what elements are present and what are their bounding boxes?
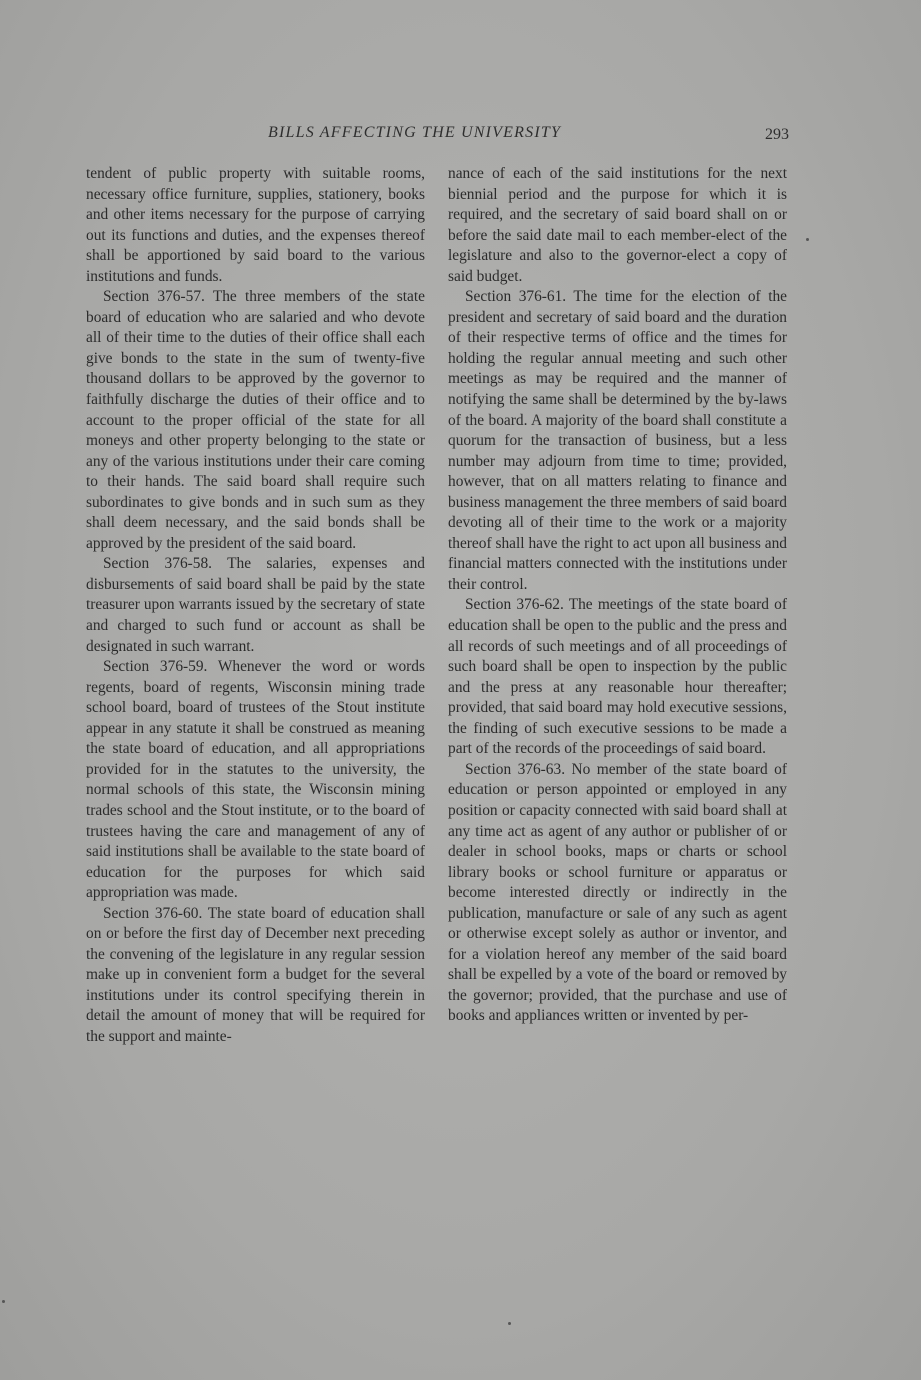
page-number: 293 bbox=[765, 126, 789, 143]
section-376-63: Section 376-63. No member of the state board of education or person appointed or employed in any position or capacity connected with said board shall at any time act as agent of any author or publisher of or dealer in school books, maps or charts or school library books or school furniture or apparatus or become interested directly or indirectly in the publication, manufacture or sale of any such as agent or otherwise except solely as author or inventor, and for a violation hereof any member of the said board shall be expelled by a vote of the board or removed by the governor; provided, that the purchase and use of books and appliances written or invented by per- bbox=[448, 760, 787, 1025]
section-376-61: Section 376-61. The time for the election of the president and secretary of said board and the duration of their respective terms of office and the times for holding the regular annual meeting and such other meetings as may be required and the manner of notifying the same shall be determined by the by-laws of the board. A majority of the board shall constitute a quorum for the transaction of business, but a less number may adjourn from time to time; provided, however, that on all matters relating to finance and business management the three members of said board devoting all of their time to the work or a majority thereof shall have the right to act upon all business and financial matters connected with the institutions under their control. bbox=[448, 288, 787, 593]
paragraph-continued: nance of each of the said institutions for the next biennial period and the purpose for which it is required, and the secretary of said board shall on or before the said date mail to each member-elect of the legislature and also to the governor-elect a copy of said budget. bbox=[448, 165, 787, 285]
running-head: BILLS AFFECTING THE UNIVERSITY bbox=[268, 124, 562, 141]
paragraph-continued: tendent of public property with suitable rooms, necessary office furniture, supplies, stationery, books and other items necessary for the purpose of carrying out its functions and duties, and the expenses thereof shall be apportioned by said board to the various institutions and funds. bbox=[86, 165, 425, 285]
section-376-59: Section 376-59. Whenever the word or words regents, board of regents, Wisconsin mining trade school board, board of trustees of the Stout institute appear in any statute it shall be construed as meaning the state board of education, and all appropriations provided for in the statutes to the university, the normal schools of this state, the Wisconsin mining trades school and the Stout institute, or to the board of trustees having the care and management of any of said institutions shall be available to the state board of education for the purposes for which said appropriation was made. bbox=[86, 658, 425, 902]
section-376-58: Section 376-58. The salaries, expenses and disbursements of said board shall be paid by the state treasurer upon warrants issued by the secretary of state and charged to such fund or account as shall be designated in such warrant. bbox=[86, 555, 425, 655]
paper-speck bbox=[508, 1322, 511, 1325]
section-376-57: Section 376-57. The three members of the state board of education who are salaried and who devote all of their time to the duties of their office shall each give bonds to the state in the sum of twenty-five thousand dollars to be approved by the governor to faithfully discharge the duties of their office and to account to the proper official of the state for all moneys and other property belonging to the state or any of the various institutions under their care coming to their hands. The said board shall require such subordinates to give bonds and in such sum as they shall deem necessary, and the said bonds shall be approved by the president of the said board. bbox=[86, 288, 425, 552]
paper-speck bbox=[2, 1300, 5, 1303]
section-376-62: Section 376-62. The meetings of the state board of education shall be open to the public and the press and all records of such meetings and of all proceedings of such board shall be open to inspection by the public and the press at any reasonable hour thereafter; provided, that said board may hold executive sessions, the finding of such executive sessions to be made a part of the records of the proceedings of said board. bbox=[448, 596, 787, 758]
right-column bbox=[448, 164, 787, 1027]
section-376-60: Section 376-60. The state board of education shall on or before the first day of December next preceding the convening of the legislature in any regular session make up in convenient form a budget for the several institutions under its control specifying therein in detail the amount of money that will be required for the support and mainte- bbox=[86, 904, 425, 1045]
paper-speck bbox=[806, 238, 809, 241]
left-column bbox=[86, 164, 425, 1048]
